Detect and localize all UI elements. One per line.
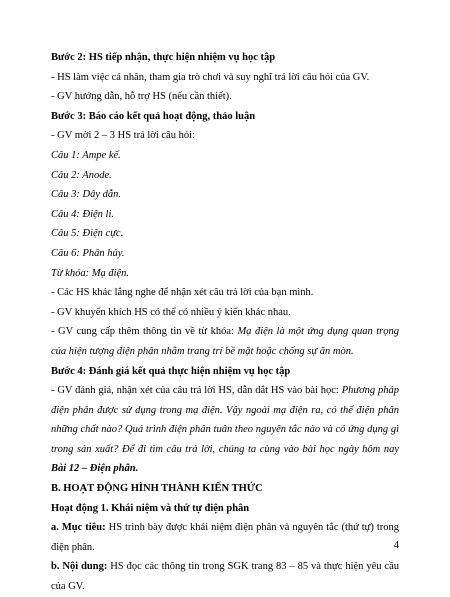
keyword-info-italic: Mạ điện là một ứng dụng quan trọng của hiện tượng điện phân nhằm trang trí bề mặt hoặc chống sự ăn mòn.	[51, 326, 399, 357]
step4-heading: Bước 4: Đánh giá kết quả thực hiện nhiệm vụ học tập	[51, 365, 291, 377]
section-b-heading: B. HOẠT ĐỘNG HÌNH THÀNH KIẾN THỨC	[51, 483, 263, 495]
step2-line-1: - HS làm việc cá nhân, tham gia trò chơi và suy nghĩ trả lời câu hỏi của GV.	[51, 71, 370, 83]
step4-prefix: - GV đánh giá, nhận xét của câu trả lời HS, dẫn dắt HS vào bài học:	[51, 385, 342, 397]
answer-2: Câu 2: Anode.	[51, 169, 112, 181]
answer-3: Câu 3: Dây dẫn.	[51, 189, 121, 201]
goal-label: a. Mục tiêu:	[51, 522, 106, 534]
page-number: 4	[393, 540, 399, 551]
page-content	[51, 48, 399, 597]
answer-4: Câu 4: Điện li.	[51, 208, 114, 220]
keyword-info	[51, 322, 399, 361]
lesson-title: Bài 12 – Điện phân.	[51, 463, 139, 475]
keyword-info-prefix: - GV cung cấp thêm thông tin về từ khóa:	[51, 326, 238, 338]
step2-heading: Bước 2: HS tiếp nhận, thực hiện nhiệm vụ học tập	[51, 52, 276, 63]
keyword-line: Từ khóa: Mạ điện.	[51, 267, 130, 279]
goal-text: HS trình bày được khái niệm điện phân và nguyên tắc (thứ tự) trong điện phân.	[51, 522, 399, 553]
goal-paragraph	[51, 518, 399, 557]
content-text: HS đọc các thông tin trong SGK trang 83 – 85 và thực hiện yêu cầu của GV.	[51, 561, 400, 593]
content-label: b. Nội dung:	[51, 561, 108, 573]
answer-1: Câu 1: Ampe kế.	[51, 149, 121, 161]
step4-italic: Phương pháp điện phân được sử dụng trong mạ điện. Vậy ngoài mạ điện ra, có thể điện phân những chất nào? Quá trình điện phân tuân theo nguyên tắc nào và có ứng dụng gì trong sản xuất? Để đi tìm câu trả lời, chúng ta cùng vào bài học ngày hôm nay	[51, 385, 400, 455]
activity-1-heading: Hoạt động 1. Khái niệm và thứ tự điện phân	[51, 502, 250, 514]
step4-paragraph	[51, 381, 399, 479]
answer-5: Câu 5: Điện cực.	[51, 228, 124, 240]
content-paragraph	[51, 557, 399, 596]
step3-line-2: - GV khuyến khích HS có thể có nhiều ý kiến khác nhau.	[51, 306, 291, 318]
step3-intro: - GV mời 2 – 3 HS trả lời câu hỏi:	[51, 130, 195, 142]
step3-line-1: - Các HS khác lắng nghe để nhận xét câu trả lời của bạn mình.	[51, 287, 314, 299]
step2-line-2: - GV hướng dẫn, hỗ trợ HS (nếu cần thiết).	[51, 91, 232, 103]
answer-6: Câu 6: Phân hủy.	[51, 247, 125, 259]
step3-heading: Bước 3: Báo cáo kết quả hoạt động, thảo luận	[51, 110, 256, 122]
